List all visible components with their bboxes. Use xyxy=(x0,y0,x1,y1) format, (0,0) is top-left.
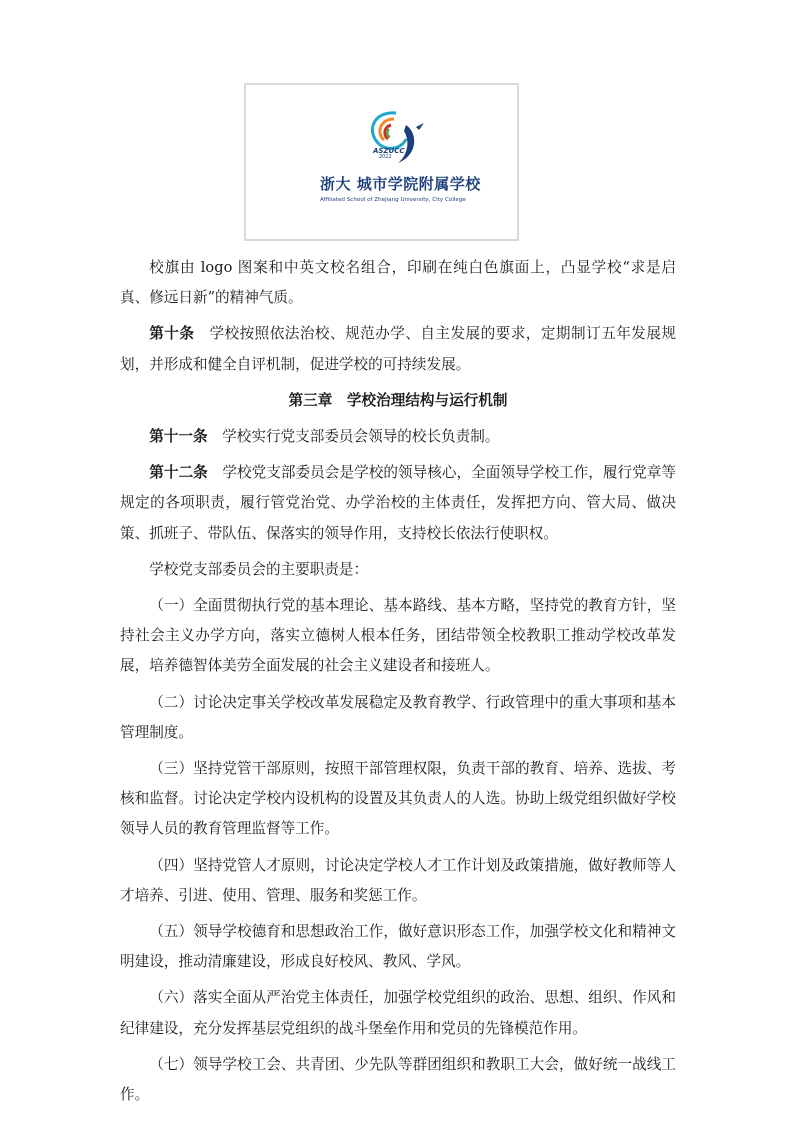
paragraph-text: 校旗由 logo 图案和中英文校名组合，印刷在纯白色旗面上，凸显学校“求是启真、修远日新”的精神气质。 xyxy=(120,259,676,307)
paragraph-text: 学校党支部委员会的主要职责是： xyxy=(149,560,369,578)
paragraph xyxy=(120,422,676,452)
paragraph-text: （五）领导学校德育和思想政治工作，做好意识形态工作，加强学校文化和精神文明建设，推动清廉建设，形成良好校风、教风、学风。 xyxy=(120,923,676,971)
article-number: 第十条 xyxy=(149,325,195,343)
paragraph-text: （六）落实全面从严治党主体责任，加强学校党组织的政治、思想、组织、作风和纪律建设，充分发挥基层党组织的战斗堡垒作用和党员的先锋模范作用。 xyxy=(120,989,676,1037)
list-item xyxy=(120,917,676,977)
paragraph xyxy=(120,253,676,313)
paragraph-text: （四）坚持党管人才原则，讨论决定学校人才工作计划及政策措施，做好教师等人才培养、引进、使用、管理、服务和奖惩工作。 xyxy=(120,856,676,904)
paragraph-text: （二）讨论决定事关学校改革发展稳定及教育教学、行政管理中的重大事项和基本管理制度。 xyxy=(120,693,676,741)
paragraph-text: 学校按照依法治校、规范办学、自主发展的要求，定期制订五年发展规划，并形成和健全自评机制，促进学校的可持续发展。 xyxy=(120,325,676,373)
article-number: 第十一条 xyxy=(149,428,208,446)
school-emblem-icon xyxy=(246,85,521,243)
list-item xyxy=(120,754,676,845)
list-item xyxy=(120,983,676,1043)
logo-abbreviation: ASZUCC xyxy=(373,147,405,155)
paragraph xyxy=(120,458,676,549)
paragraph-text: （一）全面贯彻执行党的基本理论、基本路线、基本方略，坚持党的教育方针，坚持社会主义办学方向，落实立德树人根本任务，团结带领全校教职工推动学校改革发展，培养德智体美劳全面发展的社会主义建设者和接班人。 xyxy=(120,597,676,675)
paragraph xyxy=(120,555,676,585)
logo-school-name-cn: 浙大 城市学院附属学校 xyxy=(320,175,481,193)
paragraph-text: 学校实行党支部委员会领导的校长负责制。 xyxy=(207,428,500,446)
list-item xyxy=(120,1050,676,1110)
logo-school-name-en: Affiliated School of Zhejiang University, City College xyxy=(320,197,466,203)
logo-year: 2022 xyxy=(379,154,392,160)
list-item xyxy=(120,851,676,911)
school-logo-frame xyxy=(244,83,519,241)
paragraph xyxy=(120,319,676,379)
list-item xyxy=(120,591,676,682)
paragraph-text: （七）领导学校工会、共青团、少先队等群团组织和教职工大会，做好统一战线工作。 xyxy=(120,1055,676,1104)
list-item xyxy=(120,688,676,748)
paragraph-text: 学校党支部委员会是学校的领导核心，全面领导学校工作，履行党章等规定的各项职责，履行管党治党、办学治校的主体责任，发挥把方向、管大局、做决策、抓班子、带队伍、保落实的领导作用，支持校长依法行使职权。 xyxy=(120,464,676,542)
paragraph-text: （三）坚持党管干部原则，按照干部管理权限，负责干部的教育、培养、选拔、考核和监督。讨论决定学校内设机构的设置及其负责人的人选。协助上级党组织做好学校领导人员的教育管理监督等工作。 xyxy=(120,760,676,838)
body-text xyxy=(120,253,676,1110)
article-number: 第十二条 xyxy=(149,464,208,482)
chapter-heading: 第三章 学校治理结构与运行机制 xyxy=(288,391,508,409)
